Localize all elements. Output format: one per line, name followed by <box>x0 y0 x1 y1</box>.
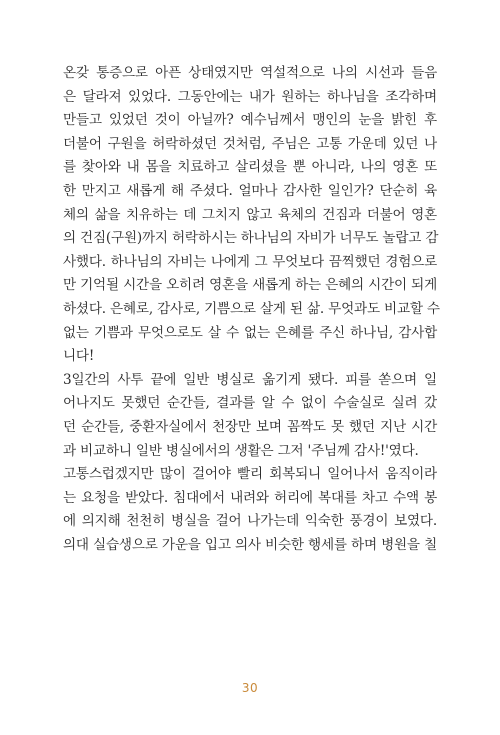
page-number: 30 <box>241 681 259 695</box>
text-line: 사했다. 하나님의 자비는 나에게 그 무엇보다 끔찍했던 경험으로 <box>63 253 437 270</box>
text-line: 한 만지고 새롭게 해 주셨다. 얼마나 감사한 일인가? 단순히 육 <box>63 182 437 199</box>
text-line: 는 요청을 받았다. 침대에서 내려와 허리에 복대를 차고 수액 봉 <box>63 489 437 506</box>
text-line: 고통스럽겠지만 많이 걸어야 빨리 회복되니 일어나서 움직이라 <box>63 466 437 483</box>
text-line: 없는 기쁨과 무엇으로도 살 수 없는 은혜를 주신 하나님, 감사합 <box>63 324 437 341</box>
text-line: 하셨다. 은혜로, 감사로, 기쁨으로 살게 된 삶. 무엇과도 비교할 수 <box>63 300 440 317</box>
text-line: 를 찾아와 내 몸을 치료하고 살리셨을 뿐 아니라, 나의 영혼 또 <box>63 159 437 176</box>
text-line: 체의 삶을 치유하는 데 그치지 않고 육체의 건짐과 더불어 영혼 <box>63 206 437 223</box>
text-line: 어나지도 못했던 순간들, 결과를 알 수 없이 수술실로 실려 갔 <box>63 395 437 412</box>
text-line: 던 순간들, 중환자실에서 천장만 보며 꼼짝도 못 했던 지난 시간 <box>63 418 437 435</box>
text-line: 온갖 통증으로 아픈 상태였지만 역설적으로 나의 시선과 들음 <box>63 65 437 81</box>
text-line: 과 비교하니 일반 병실에서의 생활은 그저 '주님께 감사!'였다. <box>63 442 419 459</box>
text-line: 은 달라져 있었다. 그동안에는 내가 원하는 하나님을 조각하며 <box>63 88 437 105</box>
text-line: 의 건짐(구원)까지 허락하시는 하나님의 자비가 너무도 놀랍고 감 <box>63 230 439 247</box>
text-line: 니다! <box>63 348 95 365</box>
body-text <box>63 62 440 557</box>
text-line: 더불어 구원을 허락하셨던 것처럼, 주님은 고통 가운데 있던 나 <box>63 135 437 152</box>
text-line: 의대 실습생으로 가운을 입고 의사 비슷한 행세를 하며 병원을 칠 <box>63 536 437 553</box>
text-line: 만들고 있었던 것이 아닐까? 예수님께서 맹인의 눈을 밝힌 후 <box>63 112 437 129</box>
text-line: 3일간의 사투 끝에 일반 병실로 옮기게 됐다. 피를 쏟으며 일 <box>63 371 437 388</box>
text-line: 에 의지해 천천히 병실을 걸어 나가는데 익숙한 풍경이 보였다. <box>63 513 437 530</box>
text-line: 만 기억될 시간을 오히려 영혼을 새롭게 하는 은혜의 시간이 되게 <box>63 277 437 294</box>
